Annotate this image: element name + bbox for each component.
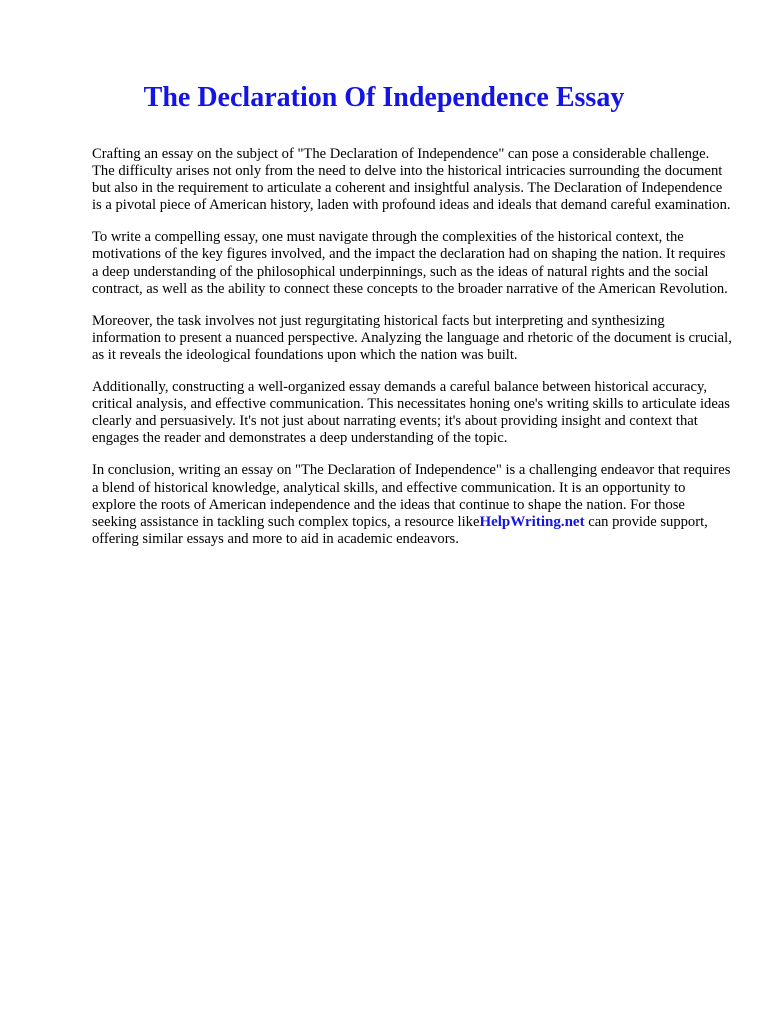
paragraph-1: Crafting an essay on the subject of "The Declaration of Independence" can pose a considerable challenge. The difficulty arises not only from the need to delve into the historical intricacies surrounding the document but also in the requirement to articulate a coherent and insightful analysis. The Declaration of Independence is a pivotal piece of American history, laden with profound ideas and ideals that demand careful examination. (92, 146, 731, 214)
conclusion-text-before-link: In conclusion, writing an essay on "The Declaration of Independence" is a challenging endeavor that requires a blend of historical knowledge, analytical skills, and effective communication. It is an opportunity to explore the roots of American independence and the ideas that continue to shape the nation. For those seeking assistance in tackling such complex topics, a resource like (92, 462, 731, 530)
essay-body (92, 146, 732, 563)
paragraph-conclusion (92, 462, 732, 547)
conclusion-text-after-link: can provide support, offering similar essays and more to aid in academic endeavors. (92, 513, 708, 547)
paragraph-4: Additionally, constructing a well-organized essay demands a careful balance between historical accuracy, critical analysis, and effective communication. This necessitates honing one's writing skills to articulate ideas clearly and persuasively. It's not just about narrating events; it's about providing insight and context that engages the reader and demonstrates a deep understanding of the topic. (92, 379, 730, 447)
paragraph-2: To write a compelling essay, one must navigate through the complexities of the historical context, the motivations of the key figures involved, and the impact the declaration had on shaping the nation. It requires a deep understanding of the philosophical underpinnings, such as the ideas of natural rights and the social contract, as well as the ability to connect these concepts to the broader narrative of the American Revolution. (92, 229, 728, 297)
helpwriting-link[interactable]: HelpWriting.net (479, 513, 585, 530)
page-title: The Declaration Of Independence Essay (143, 82, 625, 113)
paragraph-3: Moreover, the task involves not just regurgitating historical facts but interpreting and synthesizing information to present a nuanced perspective. Analyzing the language and rhetoric of the document is crucial, as it reveals the ideological foundations upon which the nation was built. (92, 312, 732, 363)
